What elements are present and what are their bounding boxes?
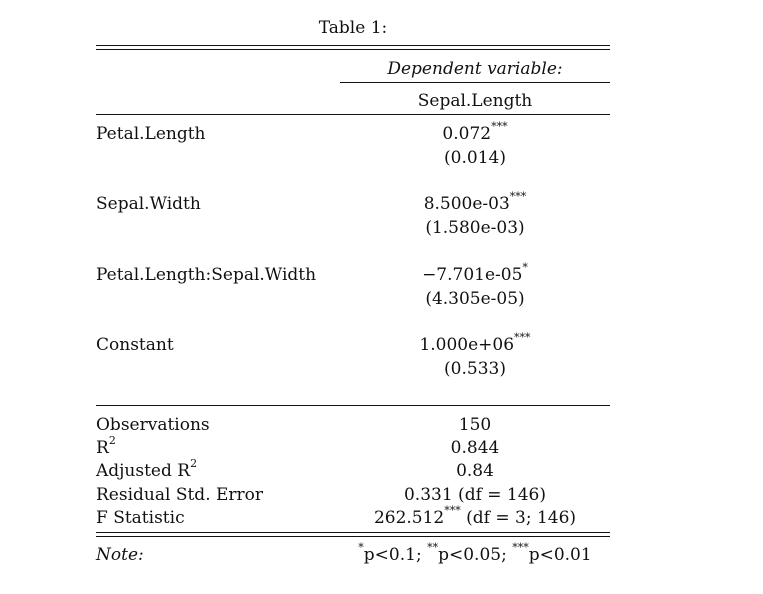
note-text: *p<0.1; **p<0.05; ***p<0.01 <box>358 541 592 565</box>
coef-estimate: 0.072*** <box>442 120 508 144</box>
coef-name: Petal.Length:Sepal.Width <box>96 265 317 285</box>
header-rule <box>96 114 610 115</box>
bottom-rule-2 <box>96 536 610 537</box>
top-rule-1 <box>96 45 610 46</box>
coef-se: (0.014) <box>444 148 506 168</box>
stat-label-r2: $R^2$ <box>96 434 116 458</box>
dv-underline <box>340 82 610 83</box>
stat-value-adj-r2: 0.84 <box>456 461 494 481</box>
dependent-variable-label: Dependent variable: <box>387 59 563 79</box>
stat-value-observations: 150 <box>458 415 492 435</box>
coef-estimate: −7.701e-05* <box>422 261 528 285</box>
table-caption: Table 1: <box>318 18 388 38</box>
top-rule-2 <box>96 49 610 50</box>
coef-se: (4.305e-05) <box>425 289 525 309</box>
coef-estimate: 1.000e+06*** <box>419 331 531 355</box>
coef-name: Sepal.Width <box>96 194 201 214</box>
stat-label-residual-se: Residual Std. Error <box>96 485 264 505</box>
stat-label-observations: Observations <box>96 415 210 435</box>
dependent-variable-name: Sepal.Length <box>417 91 533 111</box>
stat-value-r2: 0.844 <box>450 438 500 458</box>
coef-estimate: 8.500e-03*** <box>423 190 527 214</box>
note-label: Note: <box>96 545 144 565</box>
stat-value-f-stat: 262.512*** (df = 3; 146) <box>373 504 577 528</box>
coef-name: Constant <box>96 335 174 355</box>
coef-se: (0.533) <box>444 359 506 379</box>
stat-value-residual-se: 0.331 (df = 146) <box>403 485 546 505</box>
stat-label-f-stat: F Statistic <box>96 508 185 528</box>
coef-se: (1.580e-03) <box>425 218 525 238</box>
stat-label-adj-r2: Adjusted $R^2$ <box>96 457 198 481</box>
bottom-rule-1 <box>96 532 610 533</box>
coef-name: Petal.Length <box>96 124 206 144</box>
stats-rule <box>96 405 610 406</box>
